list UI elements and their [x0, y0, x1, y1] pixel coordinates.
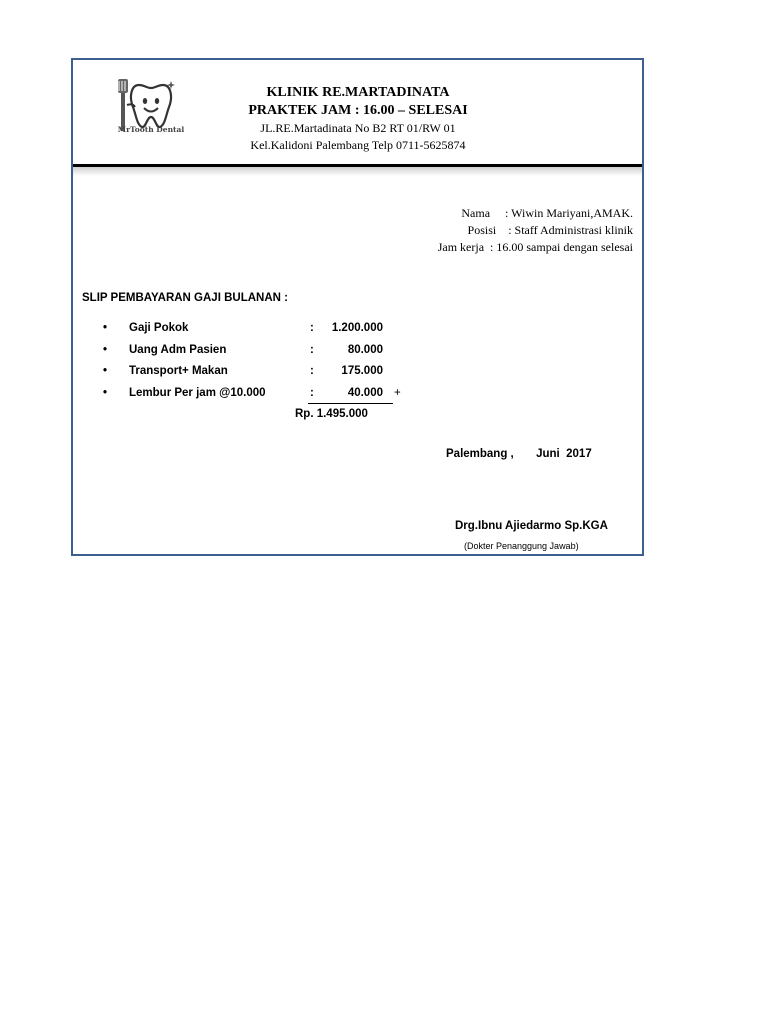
employee-name-value: : Wiwin Mariyani,AMAK.: [505, 206, 633, 220]
slip-title: SLIP PEMBAYARAN GAJI BULANAN :: [82, 292, 288, 304]
header-divider-shadow: [73, 167, 642, 176]
employee-position-label: Posisi: [467, 223, 509, 237]
payment-colon: :: [310, 386, 314, 399]
payment-label: Transport+ Makan: [129, 365, 228, 377]
bullet-icon: •: [103, 322, 108, 334]
clinic-contact: Kel.Kalidoni Palembang Telp 0711-5625874: [250, 138, 466, 152]
payment-label: Uang Adm Pasien: [129, 343, 227, 356]
employee-info: [403, 205, 633, 256]
signatory-role: (Dokter Penanggung Jawab): [464, 541, 579, 551]
employee-name-row: [403, 205, 633, 222]
employee-hours-row: [403, 239, 633, 256]
bullet-icon: •: [103, 343, 108, 356]
sum-underline: [308, 403, 393, 404]
payment-amount: 40.000: [347, 386, 383, 399]
payment-colon: :: [310, 322, 314, 334]
payment-list: [103, 322, 423, 408]
payment-colon: :: [310, 343, 314, 356]
bullet-icon: •: [103, 386, 108, 399]
clinic-header: [213, 84, 503, 154]
salary-slip: [71, 58, 644, 556]
payment-amount: 80.000: [347, 343, 383, 356]
logo-text: MrTooth Dental: [117, 125, 185, 134]
employee-position-value: : Staff Administrasi klinik: [508, 223, 633, 237]
payment-colon: :: [310, 365, 314, 377]
employee-hours-value: : 16.00 sampai dengan selesai: [490, 240, 633, 254]
list-item: [103, 344, 423, 366]
total-amount: Rp. 1.495.000: [295, 408, 368, 420]
list-item: [103, 387, 423, 409]
place-date: Palembang , Juni 2017: [446, 448, 592, 460]
payment-label: Lembur Per jam @10.000: [129, 386, 266, 399]
employee-hours-label: Jam kerja: [437, 240, 491, 254]
employee-position-row: [403, 222, 633, 239]
clinic-name: KLINIK RE.MARTADINATA: [266, 85, 450, 100]
payment-label: Gaji Pokok: [129, 322, 189, 334]
clinic-address: JL.RE.Martadinata No B2 RT 01/RW 01: [260, 121, 456, 135]
payment-amount: 175.000: [341, 365, 383, 377]
list-item: [103, 365, 423, 387]
payment-amount: 1.200.000: [331, 322, 383, 334]
list-item: [103, 322, 423, 344]
bullet-icon: •: [103, 365, 108, 377]
plus-sign: +: [394, 386, 401, 399]
clinic-hours: PRAKTEK JAM : 16.00 – SELESAI: [248, 103, 468, 118]
signatory-name: Drg.Ibnu Ajiedarmo Sp.KGA: [455, 520, 608, 532]
employee-name-label: Nama: [461, 206, 506, 220]
